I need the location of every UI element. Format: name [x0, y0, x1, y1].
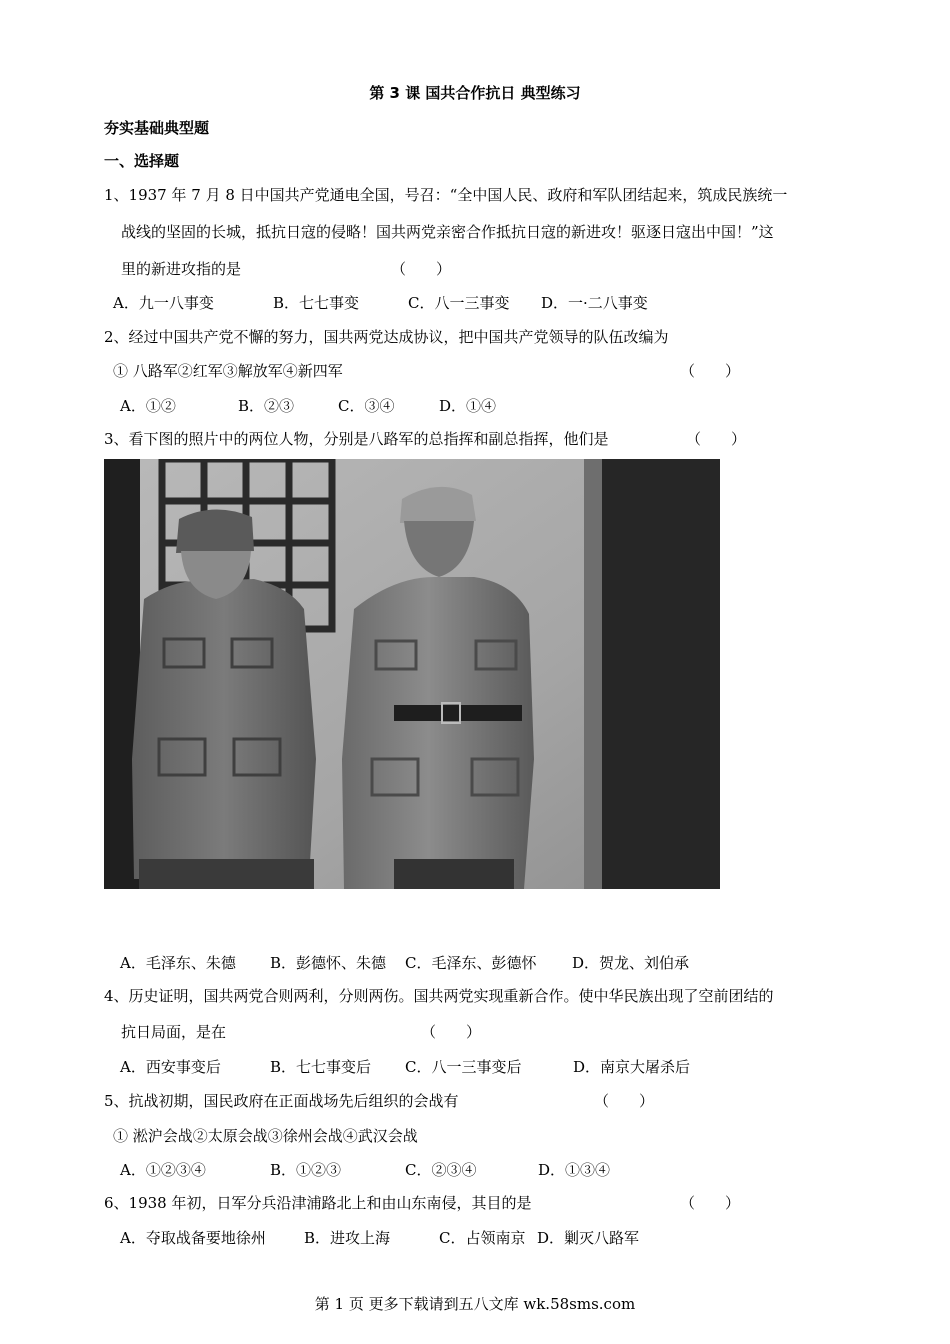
q3-option-c: C．毛泽东、彭德怀	[405, 954, 537, 972]
q2-answer-bracket: （ ）	[680, 362, 741, 380]
historical-photo	[104, 459, 720, 889]
q5-options	[120, 1160, 610, 1180]
q1-option-a: A．九一八事变	[113, 294, 214, 312]
q6-option-a: A．夺取战备要地徐州	[120, 1229, 266, 1247]
subsection-heading: 一、选择题	[104, 152, 180, 170]
q4-option-b: B．七七事变后	[270, 1058, 372, 1076]
q3-options	[120, 953, 689, 973]
q3-line-1: 3、看下图的照片中的两位人物，分别是八路军的总指挥和副总指挥，他们是	[104, 430, 609, 448]
q4-option-c: C．八一三事变后	[405, 1058, 522, 1076]
q4-answer-bracket: （ ）	[421, 1023, 482, 1041]
q1-option-d: D．一·二八事变	[541, 294, 648, 312]
q4-line-2: 抗日局面，是在	[121, 1023, 227, 1041]
q2-option-c: C．③④	[338, 397, 395, 415]
q4-line-1: 4、历史证明，国共两党合则两利，分则两伤。国共两党实现重新合作。使中华民族出现了空前团结的	[104, 987, 774, 1005]
q3-option-a: A．毛泽东、朱德	[120, 954, 236, 972]
q1-option-b: B．七七事变	[273, 294, 360, 312]
q3-option-b: B．彭德怀、朱德	[270, 954, 387, 972]
q6-options	[120, 1228, 639, 1248]
q5-option-c: C．②③④	[405, 1161, 477, 1179]
q6-line-1: 6、1938 年初，日军分兵沿津浦路北上和由山东南侵，其目的是	[104, 1194, 532, 1212]
q5-line-1: 5、抗战初期，国民政府在正面战场先后组织的会战有	[104, 1092, 459, 1110]
q2-options	[120, 396, 496, 416]
page-footer: 第 1 页 更多下载请到五八文库 wk.58sms.com	[314, 1295, 636, 1313]
q4-options	[120, 1057, 690, 1077]
q5-line-2: ① 淞沪会战②太原会战③徐州会战④武汉会战	[113, 1127, 418, 1145]
q6-answer-bracket: （ ）	[680, 1194, 741, 1212]
section-heading: 夯实基础典型题	[104, 119, 210, 137]
q5-option-b: B．①②③	[270, 1161, 342, 1179]
q1-options	[113, 293, 648, 313]
page-title: 第 3 课 国共合作抗日 典型练习	[369, 84, 581, 102]
q4-option-d: D．南京大屠杀后	[573, 1058, 691, 1076]
q1-line-3: 里的新进攻指的是	[121, 260, 242, 278]
q2-line-1: 2、经过中国共产党不懈的努力，国共两党达成协议，把中国共产党领导的队伍改编为	[104, 328, 669, 346]
q1-line-2: 战线的坚固的长城，抵抗日寇的侵略！国共两党亲密合作抵抗日寇的新进攻！驱逐日寇出中国！”这	[121, 223, 774, 241]
q1-option-c: C．八一三事变	[408, 294, 510, 312]
q6-option-b: B．进攻上海	[304, 1229, 391, 1247]
q1-line-1: 1、1937 年 7 月 8 日中国共产党通电全国，号召：“全中国人民、政府和军队团结起来，筑成民族统一	[104, 186, 788, 204]
q1-answer-bracket: （ ）	[391, 260, 452, 278]
q5-option-d: D．①③④	[538, 1161, 611, 1179]
q2-option-b: B．②③	[238, 397, 295, 415]
q4-option-a: A．西安事变后	[120, 1058, 221, 1076]
q3-answer-bracket: （ ）	[686, 430, 747, 448]
q6-option-c: C．占领南京	[439, 1229, 526, 1247]
q2-option-a: A．①②	[120, 397, 176, 415]
q2-line-2: ① 八路军②红军③解放军④新四军	[113, 362, 343, 380]
q5-option-a: A．①②③④	[120, 1161, 206, 1179]
q2-option-d: D．①④	[439, 397, 497, 415]
q5-answer-bracket: （ ）	[594, 1092, 655, 1110]
q3-option-d: D．贺龙、刘伯承	[572, 954, 690, 972]
q6-option-d: D．剿灭八路军	[537, 1229, 640, 1247]
